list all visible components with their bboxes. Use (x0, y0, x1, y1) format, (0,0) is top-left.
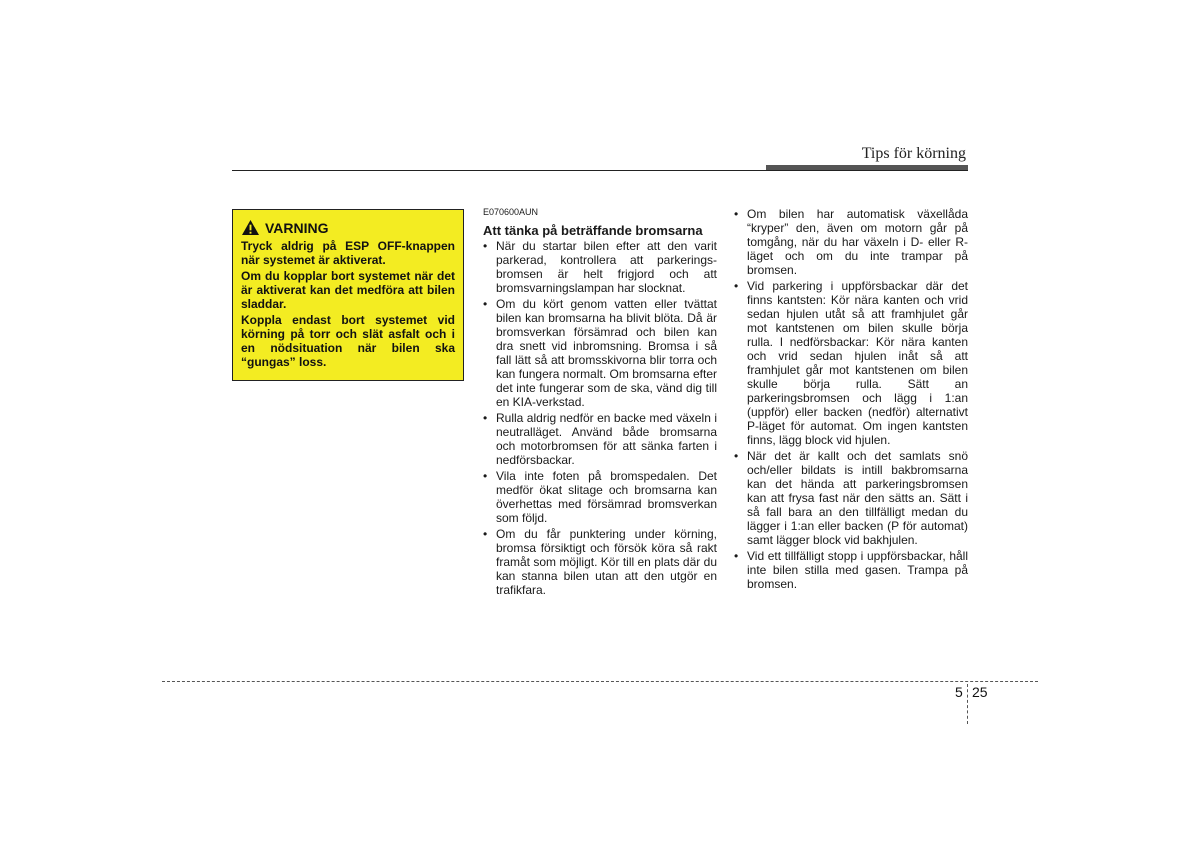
bullet-symbol: • (483, 411, 488, 425)
section-code: E070600AUN (483, 207, 539, 217)
list-item (734, 449, 968, 547)
list-item-text: Vid parkering i uppförsbackar där det finns kantsten: Kör nära kanten och vrid sedan hjulen utåt så att framhjulet går mot kantstenen om bilen skulle börja rulla. I nedförsbackar: Kör nära kanten och vrid sedan hjulen inåt så att framhjulet går mot kantstenen om bilen skulle börja rulla. Sätt an parkeringsbromsen och lägg i 1:an (uppför) eller backen (nedför) alternativt P-läget för automat. Om ingen kantsten finns, lägg block vid hjulen. (747, 279, 968, 447)
list-item-text: Vila inte foten på bromspedalen. Det medför ökat slitage och bromsarna kan överhettas med försämrad bromsverkan som följd. (496, 469, 717, 525)
chapter-number: 5 (955, 684, 963, 700)
list-item (483, 469, 717, 525)
list-item-text: När det är kallt och det samlats snö och/eller bildats is intill bakbromsarna kan det hända att parkeringsbromsen kan att frysa fast när den sätts an. Sätt i så fall bara an den tillfälligt medan du lägger i 1:an eller backen (P för automat) samt lägger block vid bakhjulen. (747, 449, 968, 547)
warning-box (232, 209, 464, 381)
bullet-symbol: • (483, 297, 488, 311)
warning-triangle-icon (241, 219, 260, 236)
list-item-text: Vid ett tillfälligt stopp i uppförsbackar, håll inte bilen stilla med gasen. Trampa på bromsen. (747, 549, 968, 591)
list-item (734, 279, 968, 447)
bullet-symbol: • (483, 527, 488, 541)
text-column-right (734, 207, 968, 593)
warning-title: VARNING (265, 219, 329, 236)
text-column-middle (483, 207, 717, 599)
list-item-text: Om du får punktering under körning, bromsa försiktigt och försök köra så rakt framåt som möjligt. Kör till en plats där du kan stanna bilen utan att den utgör en trafikfara. (496, 527, 717, 597)
page-number-divider (967, 684, 968, 724)
list-item (483, 239, 717, 295)
list-item (483, 411, 717, 467)
bullet-symbol: • (483, 239, 488, 253)
footer-rule (162, 681, 1038, 682)
page-number: 25 (972, 684, 988, 700)
bullet-symbol: • (734, 449, 739, 463)
list-item-text: Om bilen har automatisk växellåda “kryper” den, även om motorn går på tomgång, när du har växeln i D- eller R-läget och om du inte trampar på bromsen. (747, 207, 968, 277)
warning-paragraph: Koppla endast bort systemet vid körning på torr och slät asfalt och i en nödsituation när bilen ska “gungas” loss. (241, 313, 455, 369)
warning-header (241, 219, 455, 236)
warning-paragraph: Om du kopplar bort systemet när det är aktiverat kan det medföra att bilen sladdar. (241, 269, 455, 311)
list-item-text: Om du kört genom vatten eller tvättat bilen kan bromsarna ha blivit blöta. Då är bromsverkan försämrad och bilen kan dra snett vid inbromsning. Bromsa i så fall lätt så att bromsskivorna blir torra och kan fungera normalt. Om bromsarna efter det inte fungerar som de ska, vänd dig till en KIA-verkstad. (496, 297, 717, 409)
bullet-symbol: • (734, 207, 739, 221)
header-rule (232, 170, 968, 171)
warning-paragraph: Tryck aldrig på ESP OFF-knappen när systemet är aktiverat. (241, 239, 455, 267)
bullet-list-right (734, 207, 968, 591)
bullet-symbol: • (734, 279, 739, 293)
list-item (483, 527, 717, 597)
bullet-symbol: • (483, 469, 488, 483)
section-heading: Att tänka på beträffande bromsarna (483, 223, 703, 238)
bullet-list-left (483, 239, 717, 597)
list-item (734, 549, 968, 591)
page-header-title: Tips för körning (861, 145, 966, 162)
list-item-text: När du startar bilen efter att den varit parkerad, kontrollera att parkerings-bromsen är helt frigjord och att bromsvarningslampan har slocknat. (496, 239, 717, 295)
list-item-text: Rulla aldrig nedför en backe med växeln i neutralläget. Använd både bromsarna och motorbromsen för att sänka farten i nedförsbackar. (496, 411, 717, 467)
list-item (734, 207, 968, 277)
bullet-symbol: • (734, 549, 739, 563)
list-item (483, 297, 717, 409)
